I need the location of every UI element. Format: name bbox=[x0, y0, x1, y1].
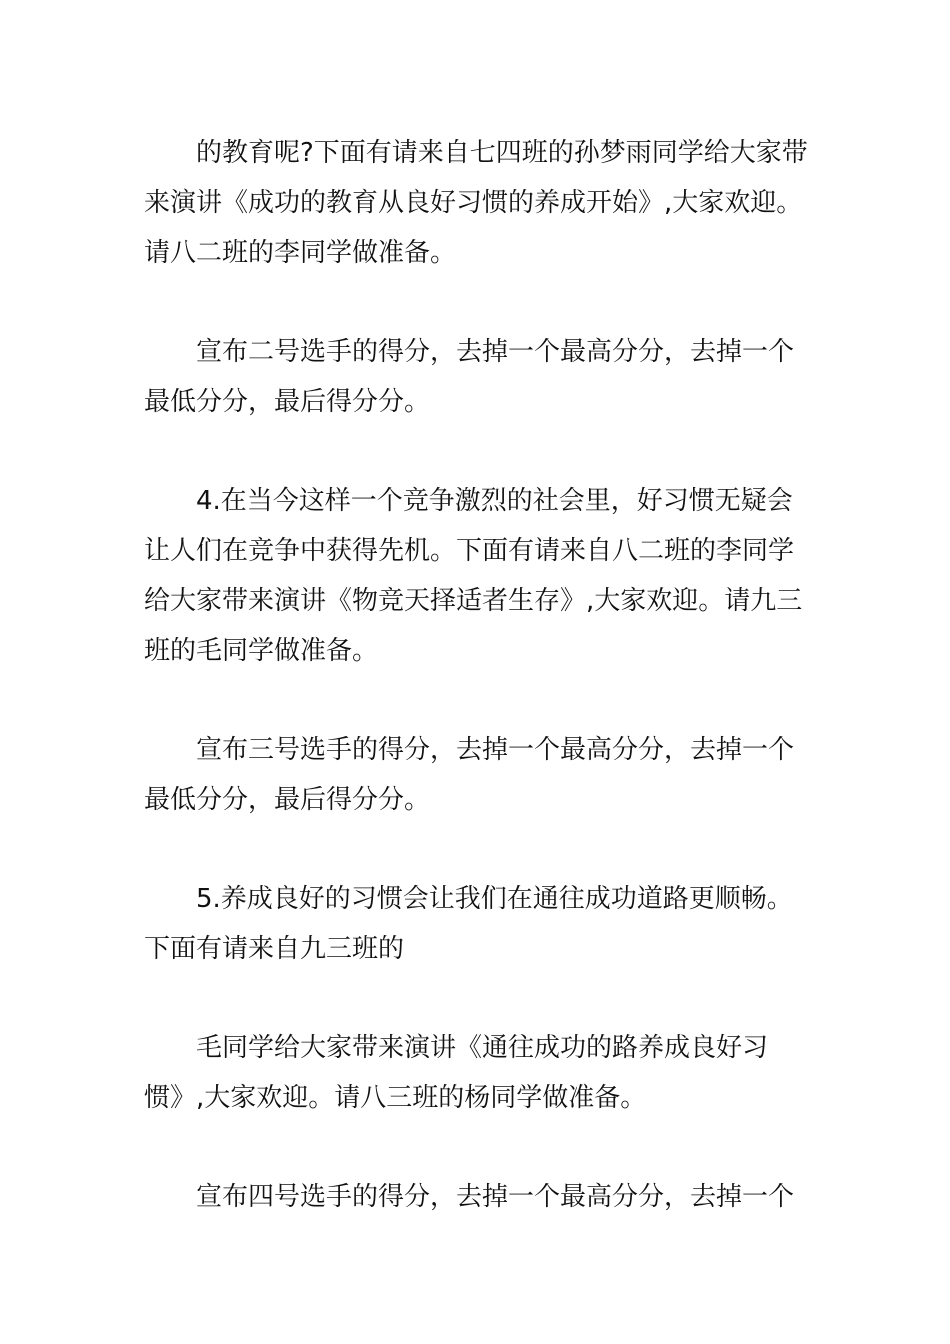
paragraph-1: 的教育呢?下面有请来自七四班的孙梦雨同学给大家带来演讲《成功的教育从良好习惯的养成开始》,大家欢迎。请八二班的李同学做准备。 bbox=[144, 138, 808, 268]
paragraph-6: 毛同学给大家带来演讲《通往成功的路养成良好习惯》,大家欢迎。请八三班的杨同学做准备。 bbox=[144, 1033, 769, 1113]
paragraph-3: 4.在当今这样一个竞争激烈的社会里，好习惯无疑会让人们在竞争中获得先机。下面有请来自八二班的李同学给大家带来演讲《物竞天择适者生存》,大家欢迎。请九三班的毛同学做准备。 bbox=[144, 486, 803, 666]
document-body bbox=[144, 128, 808, 1271]
paragraph-4: 宣布三号选手的得分，去掉一个最高分分，去掉一个最低分分，最后得分分。 bbox=[144, 735, 795, 815]
paragraph-5: 5.养成良好的习惯会让我们在通往成功道路更顺畅。下面有请来自九三班的 bbox=[144, 884, 793, 964]
paragraph-7: 宣布四号选手的得分，去掉一个最高分分，去掉一个 bbox=[196, 1182, 795, 1212]
paragraph-2: 宣布二号选手的得分，去掉一个最高分分，去掉一个最低分分，最后得分分。 bbox=[144, 337, 795, 417]
